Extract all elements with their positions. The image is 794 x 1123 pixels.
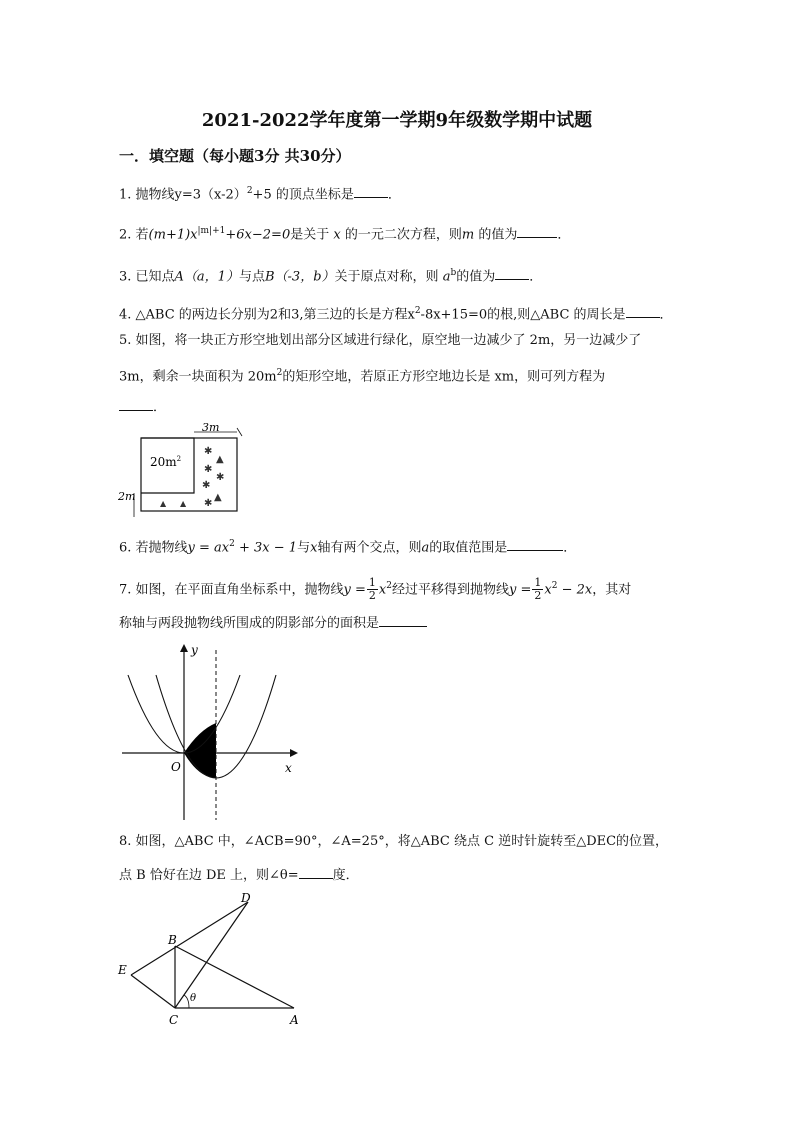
label-a: A [290, 1013, 299, 1027]
svg-text:✱: ✱ [204, 498, 213, 509]
q5-end: ． [153, 400, 167, 415]
q7-x-1: x [378, 582, 387, 598]
question-5-line-3 [119, 396, 166, 417]
q3-text-4: 的值为 [456, 269, 496, 285]
q8-text: 点 B 恰好在边 DE 上，则∠θ= [119, 868, 299, 883]
answer-blank[interactable] [507, 536, 563, 551]
fig-label-area: $20m^2$ [150, 455, 182, 469]
y-axis-arrow-icon [180, 644, 188, 652]
q4-text-2: -8x+15=0的根,则△ABC 的周长是 [420, 307, 626, 323]
q2-var-m: m [461, 227, 475, 243]
question-1 [119, 182, 401, 204]
q4-sup: 2 [414, 306, 421, 316]
answer-blank[interactable] [354, 183, 388, 198]
q7-text-2: 经过平移得到抛物线 [392, 582, 510, 598]
q6-text-3: 轴有两个交点，则 [317, 540, 422, 556]
label-y: y [191, 643, 198, 657]
svg-text:▲: ▲ [160, 499, 167, 508]
q6-var-a: a [421, 540, 430, 556]
svg-text:▲: ▲ [180, 499, 187, 508]
answer-blank[interactable] [299, 864, 333, 879]
q6-end: ． [563, 540, 577, 556]
shaded-region [184, 723, 216, 778]
question-2 [119, 222, 570, 244]
arrow-icon [237, 428, 242, 436]
q2-text: 2. 若 [119, 227, 149, 243]
q5-text-2: 的矩形空地，若原正方形空地边长是 xm，则可列方程为 [282, 369, 606, 385]
segment-dc [175, 902, 248, 1008]
q7-sup-2: 2 [551, 581, 558, 591]
question-5-line-2 [119, 364, 605, 386]
q6-sup: 2 [229, 539, 235, 549]
question-8-line-1: 8. 如图，△ABC 中，∠ACB=90°，∠A=25°，将△ABC 绕点 C 逆时针旋转至△DEC的位置， [119, 834, 669, 849]
q5-text: 3m，剩余一块面积为 20m [119, 369, 277, 385]
section-heading: 一．填空题（每小题3分 共30分） [119, 147, 351, 165]
label-e: E [118, 963, 127, 977]
q1-text: 1. 抛物线y=3（x-2） [119, 187, 247, 203]
q3-text-2: 与点 [238, 269, 265, 285]
label-b: B [168, 933, 177, 947]
angle-arc [184, 995, 189, 1008]
answer-blank[interactable] [379, 612, 427, 627]
q7-sup-1: 2 [386, 581, 392, 591]
q4-text: 4. △ABC 的两边长分别为2和3,第三边的长是方程x [119, 307, 415, 323]
q1-text-2: +5 的顶点坐标是 [252, 187, 354, 203]
segment-ed [131, 902, 248, 975]
svg-text:✱: ✱ [202, 480, 211, 491]
answer-blank[interactable] [119, 396, 153, 411]
q6-text: 6. 若抛物线 [119, 540, 188, 556]
q1-sup: 2 [246, 186, 253, 196]
question-6 [119, 535, 576, 557]
q2-expr-2: +6x−2=0 [225, 227, 291, 243]
question-8-line-2 [119, 864, 359, 885]
q6-var-x: x [310, 540, 318, 556]
q6-text-4: 的取值范围是 [429, 540, 508, 556]
q7-fraction-1: $\frac{1}{2}$ [368, 576, 376, 603]
fig-label-left: 2m [118, 490, 136, 503]
q7-tail: − 2x [557, 582, 593, 598]
parabola-figure [118, 640, 298, 825]
q7-text: 7. 如图，在平面直角坐标系中，抛物线 [119, 582, 344, 598]
fig-label-top: 3m [202, 421, 220, 434]
label-c: C [169, 1013, 179, 1027]
question-7-line-2 [119, 612, 427, 633]
q4-end: ． [659, 307, 673, 323]
question-3 [119, 264, 542, 286]
q6-text-2: 与 [297, 540, 311, 556]
q7-x-2: x [544, 582, 552, 598]
svg-text:✱: ✱ [216, 472, 225, 483]
x-axis-arrow-icon [290, 749, 298, 757]
triangle-rotation-figure [114, 888, 310, 1030]
answer-blank[interactable] [495, 265, 529, 280]
q7-y-1: y = [343, 582, 366, 598]
q2-text-2: 是关于 [290, 227, 330, 243]
q7-fraction-2: $\frac{1}{2}$ [534, 576, 542, 603]
q6-expr-2: + 3x − 1 [234, 540, 298, 556]
page-title: 2021-2022学年度第一学期9年级数学期中试题 [201, 110, 593, 131]
q2-end: ． [557, 227, 571, 243]
answer-blank[interactable] [517, 223, 557, 238]
question-5-line-1: 5. 如图，将一块正方形空地划出部分区域进行绿化，原空地一边减少了 2m，另一边减少了 [119, 333, 642, 348]
question-7-line-1 [119, 571, 631, 605]
square-land-figure [116, 420, 246, 520]
q3-end: ． [529, 269, 543, 285]
q2-text-4: 的值为 [474, 227, 518, 243]
q3-base: a [442, 269, 451, 285]
label-origin: O [171, 760, 181, 774]
q2-text-3: 的一元二次方程，则 [344, 227, 462, 243]
q3-point-a: A（a，1） [174, 269, 239, 285]
q7-text-3: ，其对 [592, 582, 632, 598]
q1-end: ． [387, 187, 401, 203]
label-theta: θ [190, 993, 197, 1004]
answer-blank[interactable] [626, 303, 660, 318]
svg-text:▲: ▲ [216, 454, 224, 465]
q3-text: 3. 已知点 [119, 269, 175, 285]
q6-expr: y = ax [187, 540, 230, 556]
q2-var-x: x [333, 227, 341, 243]
q5-sup: 2 [276, 368, 283, 378]
svg-text:✱: ✱ [204, 446, 213, 457]
q7-y-2: y = [509, 582, 532, 598]
q8-text-2: 度． [332, 868, 359, 883]
q3-text-3: 关于原点对称，则 [334, 269, 439, 285]
svg-text:✱: ✱ [204, 464, 213, 475]
label-d: D [241, 891, 251, 905]
svg-text:▲: ▲ [214, 492, 222, 503]
q3-point-b: B（-3，b） [264, 269, 335, 285]
question-4 [119, 302, 673, 324]
label-x: x [285, 761, 292, 775]
q2-expr: (m+1)x [148, 227, 198, 243]
q3-sup: b [450, 268, 457, 278]
q7-text-4: 称轴与两段抛物线所围成的阴影部分的面积是 [119, 616, 380, 631]
q2-sup: |m|+1 [197, 226, 226, 236]
segment-ec [131, 975, 175, 1008]
